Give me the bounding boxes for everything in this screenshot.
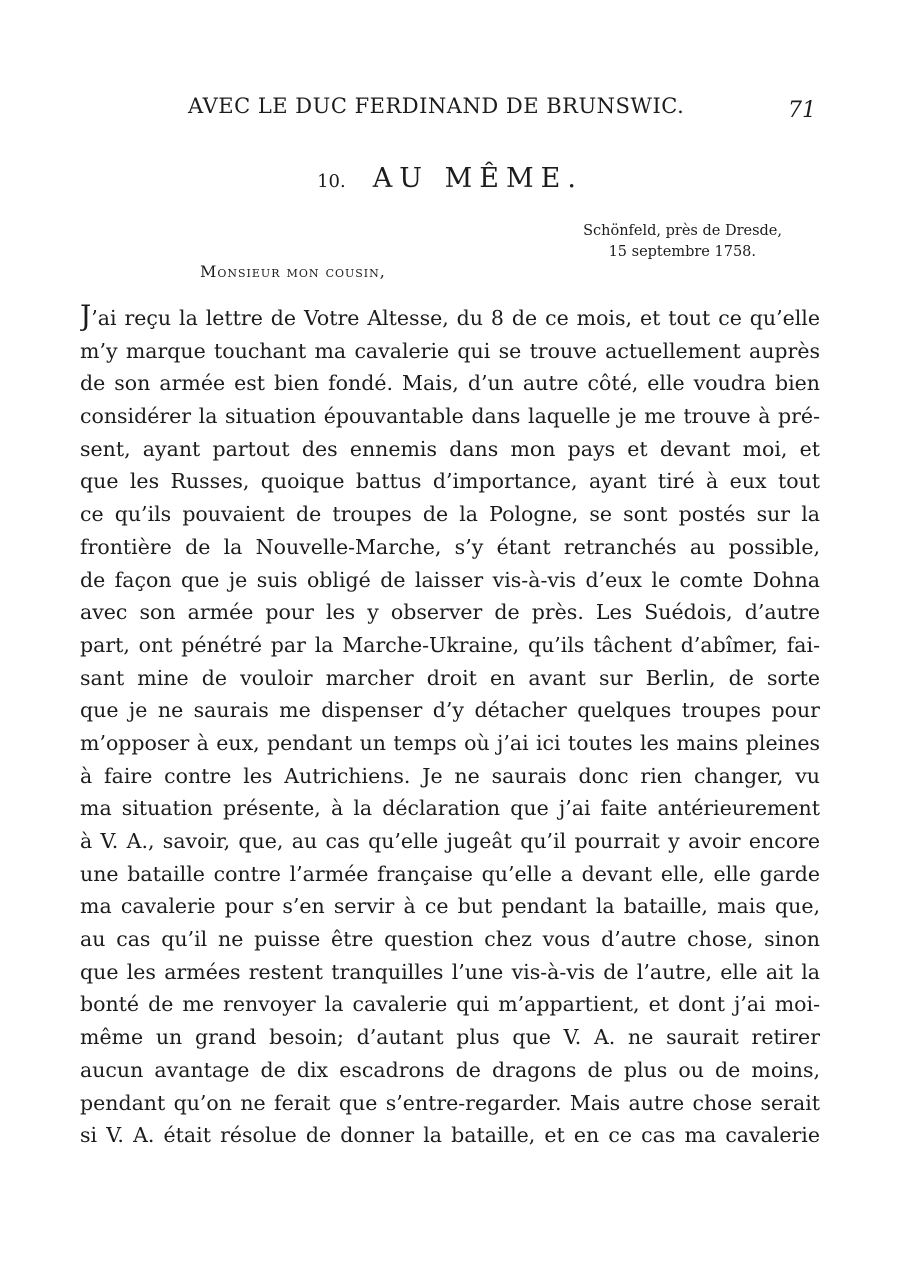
body-line: une bataille contre l’armée française qu’elle a devant elle, elle garde: [80, 861, 820, 886]
body-line: de son armée est bien fondé. Mais, d’un autre côté, elle voudra bien: [80, 371, 820, 396]
body-line: J’ai reçu la lettre de Votre Altesse, du 8 de ce mois, et tout ce qu’elle: [80, 302, 820, 335]
body-line: à V. A., savoir, que, au cas qu’elle jugeât qu’il pourrait y avoir encore: [80, 829, 820, 853]
running-head: AVEC LE DUC FERDINAND DE BRUNSWIC.: [188, 94, 685, 118]
body-line: au cas qu’il ne puisse être question chez vous d’autre chose, sinon: [80, 927, 820, 952]
letter-title: [0, 163, 900, 194]
body-line: m’y marque touchant ma cavalerie qui se trouve actuellement auprès: [80, 338, 820, 363]
dateline-place: Schönfeld, près de Dresde,: [583, 223, 782, 239]
body-line: sent, ayant partout des ennemis dans mon pays et devant moi, et: [80, 436, 820, 461]
letter-heading: AU MÊME.: [372, 163, 583, 194]
body-line: si V. A. était résolue de donner la bataille, et en ce cas ma cavalerie: [80, 1123, 820, 1148]
dateline-date: 15 septembre 1758.: [608, 244, 756, 260]
body-line: même un grand besoin; d’autant plus que V. A. ne saurait retirer: [80, 1025, 820, 1050]
body-line: que les armées restent tranquilles l’une vis-à-vis de l’autre, elle ait la: [80, 959, 820, 984]
body-line: que les Russes, quoique battus d’importance, ayant tiré à eux tout: [80, 469, 820, 494]
page-number: 71: [788, 98, 816, 123]
body-line: sant mine de vouloir marcher droit en avant sur Berlin, de sorte: [80, 665, 820, 690]
body-line: que je ne saurais me dispenser d’y détacher quelques troupes pour: [80, 698, 820, 723]
drop-cap: J: [80, 302, 92, 332]
body-line: pendant qu’on ne ferait que s’entre-regarder. Mais autre chose serait: [80, 1090, 820, 1115]
body-line: aucun avantage de dix escadrons de dragons de plus ou de moins,: [80, 1057, 820, 1082]
salutation: Monsieur mon cousin,: [200, 262, 386, 281]
letter-number: 10.: [317, 171, 346, 192]
letter-body: [80, 302, 820, 1152]
body-line: ma cavalerie pour s’en servir à ce but pendant la bataille, mais que,: [80, 894, 820, 919]
body-line: part, ont pénétré par la Marche-Ukraine, qu’ils tâchent d’abîmer, fai-: [80, 632, 820, 657]
body-line: ce qu’ils pouvaient de troupes de la Pologne, se sont postés sur la: [80, 502, 820, 527]
body-line: m’opposer à eux, pendant un temps où j’ai ici toutes les mains pleines: [80, 730, 820, 755]
body-line: ma situation présente, à la déclaration que j’ai faite antérieurement: [80, 796, 820, 821]
body-line: avec son armée pour les y observer de près. Les Suédois, d’autre: [80, 600, 820, 625]
body-line: de façon que je suis obligé de laisser vis-à-vis d’eux le comte Dohna: [80, 567, 820, 592]
body-line: frontière de la Nouvelle-Marche, s’y étant retranchés au possible,: [80, 534, 820, 559]
dateline: [583, 221, 782, 263]
body-line: à faire contre les Autrichiens. Je ne saurais donc rien changer, vu: [80, 763, 820, 788]
body-line: considérer la situation épouvantable dans laquelle je me trouve à pré-: [80, 404, 820, 429]
body-line: bonté de me renvoyer la cavalerie qui m’appartient, et dont j’ai moi-: [80, 992, 820, 1017]
